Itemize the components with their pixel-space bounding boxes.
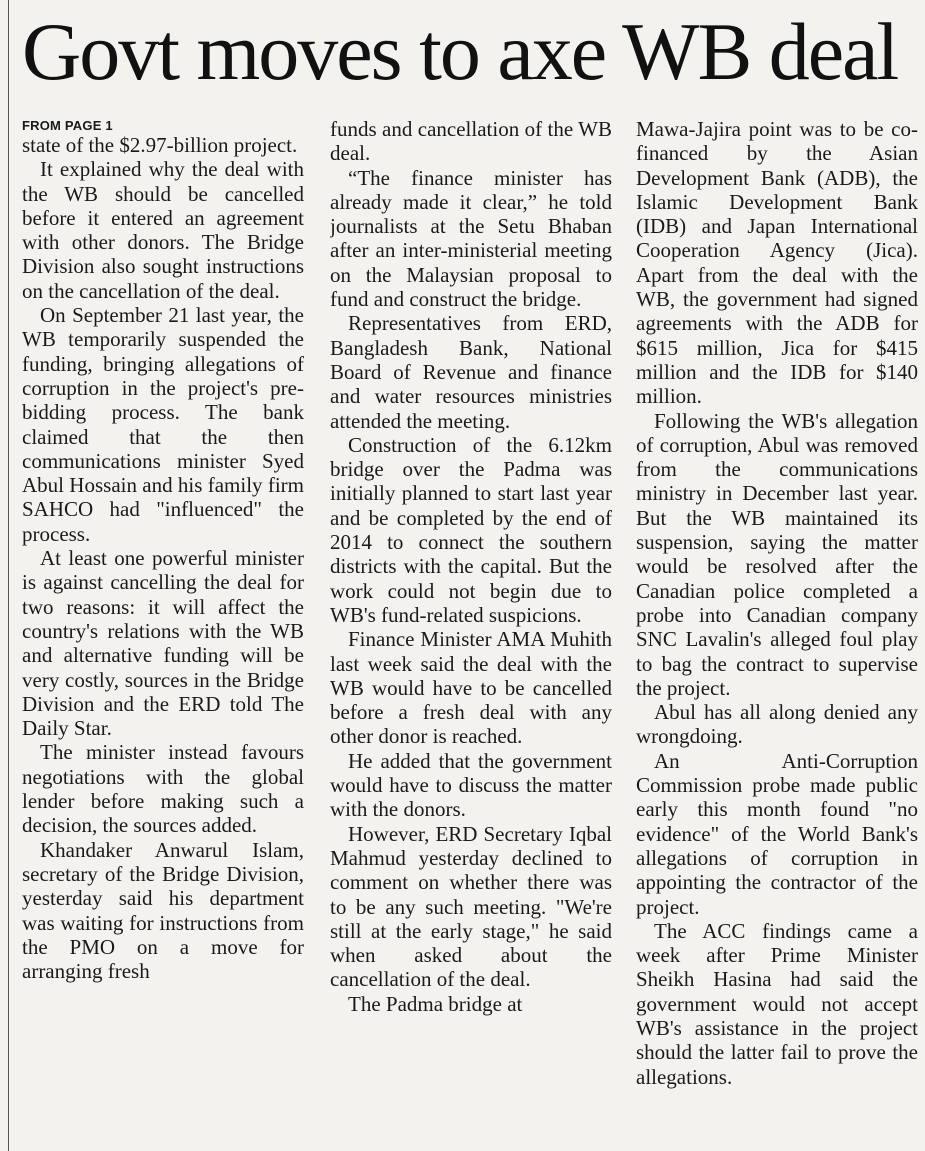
paragraph: He added that the government would have to discuss the matter with the donors. xyxy=(330,748,612,822)
headline: Govt moves to axe WB deal xyxy=(22,6,898,97)
column-rule xyxy=(8,0,9,1151)
article-column-2 xyxy=(330,117,612,1147)
article-column-1 xyxy=(22,117,304,1147)
paragraph: The ACC findings came a week after Prime Minister Sheikh Hasina had said the government would not accept WB's assistance in the project should the latter fail to prove the allegations. xyxy=(636,918,918,1089)
paragraph: Abul has all along denied any wrongdoing. xyxy=(636,700,918,749)
paragraph: funds and cancellation of the WB deal. xyxy=(330,117,612,166)
paragraph: An Anti-Corruption Commission probe made public early this month found "no evidence" of the World Bank's allegations of corruption in appointing the contractor of the project. xyxy=(636,748,918,919)
paragraph: Construction of the 6.12km bridge over the Padma was initially planned to start last year and be completed by the end of 2014 to connect the southern districts with the capital. But the work could not begin due to WB's fund-related suspicions. xyxy=(330,432,612,627)
paragraph: Khandaker Anwarul Islam, secretary of the Bridge Division, yesterday said his department was waiting for instructions from the PMO on a move for arranging fresh xyxy=(22,837,304,984)
paragraph: state of the $2.97-billion project. xyxy=(22,133,298,157)
kicker: FROM PAGE 1 xyxy=(22,118,113,133)
paragraph: Following the WB's allegation of corruption, Abul was removed from the communications ministry in December last year. But the WB maintained its suspension, saying the matter would be resolved after the Canadian police completed a probe into Canadian company SNC Lavalin's alleged foul play to bag the contract to supervise the project. xyxy=(636,408,918,700)
paragraph: The Padma bridge at xyxy=(348,991,523,1016)
paragraph: Mawa-Jajira point was to be co-financed by the Asian Development Bank (ADB), the Islamic Development Bank (IDB) and Japan International Cooperation Agency (Jica). Apart from the deal with the WB, the government had signed agreements with the ADB for $615 million, Jica for $415 million and the IDB for $140 million. xyxy=(636,117,918,409)
article-column-3 xyxy=(636,117,918,1147)
paragraph: The minister instead favours negotiations with the global lender before making such a decision, the sources added. xyxy=(22,740,304,838)
paragraph: It explained why the deal with the WB should be cancelled before it entered an agreement with other donors. The Bridge Division also sought instructions on the cancellation of the deal. xyxy=(22,157,304,303)
paragraph: However, ERD Secretary Iqbal Mahmud yesterday declined to comment on whether there was to be any such meeting. "We're still at the early stage," he said when asked about the cancellation of the deal. xyxy=(330,821,612,992)
paragraph: “The finance minister has already made it clear,” he told journalists at the Setu Bhaban after an inter-ministerial meeting on the Malaysian proposal to fund and construct the bridge. xyxy=(330,165,612,312)
paragraph: Finance Minister AMA Muhith last week said the deal with the WB would have to be cancelled before a fresh deal with any other donor is reached. xyxy=(330,627,612,749)
paragraph: On September 21 last year, the WB temporarily suspended the funding, bringing allegations of corruption in the project's pre-bidding process. The bank claimed that the then communications minister Syed Abul Hossain and his family firm SAHCO had "influenced" the process. xyxy=(22,303,304,546)
paragraph: Representatives from ERD, Bangladesh Bank, National Board of Revenue and finance and water resources ministries attended the meeting. xyxy=(330,311,612,433)
paragraph: At least one powerful minister is against cancelling the deal for two reasons: it will affect the country's relations with the WB and alternative funding will be very costly, sources in the Bridge Division and the ERD told The Daily Star. xyxy=(22,546,304,741)
